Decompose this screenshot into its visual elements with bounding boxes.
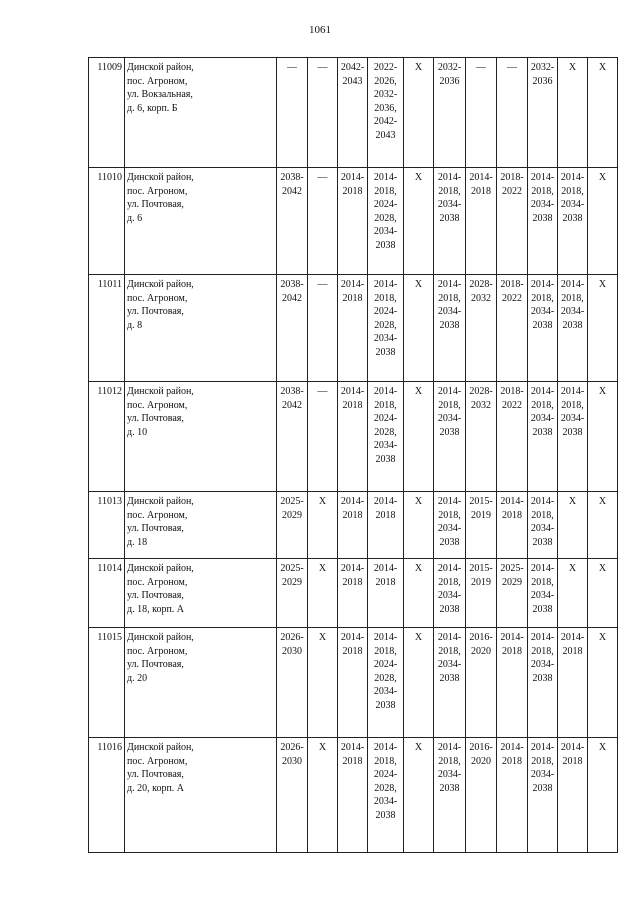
schedule-cell: 2014- 2018, 2034- 2038 (528, 628, 558, 738)
schedule-cell: 2018- 2022 (497, 168, 528, 275)
schedule-cell: Х (588, 168, 618, 275)
schedule-cell: 2014- 2018, 2034- 2038 (558, 168, 588, 275)
schedule-cell: Х (588, 628, 618, 738)
schedule-cell: 2014- 2018, 2034- 2038 (558, 382, 588, 492)
schedule-cell: 2038- 2042 (277, 382, 308, 492)
schedule-cell: 2014- 2018, 2024- 2028, 2034- 2038 (368, 628, 404, 738)
record-number-cell: 11014 (89, 559, 125, 628)
schedule-cell: 2014- 2018, 2034- 2038 (434, 559, 466, 628)
schedule-cell: 2014- 2018, 2034- 2038 (434, 738, 466, 853)
schedule-cell: 2018- 2022 (497, 382, 528, 492)
address-cell: Динской район, пос. Агроном, ул. Вокзальная, д. 6, корп. Б (125, 58, 277, 168)
schedule-cell: Х (308, 492, 338, 559)
schedule-cell: 2038- 2042 (277, 275, 308, 382)
schedule-cell: 2025- 2029 (277, 559, 308, 628)
record-number-cell: 11011 (89, 275, 125, 382)
schedule-cell: 2014- 2018 (338, 492, 368, 559)
schedule-cell: 2014- 2018, 2024- 2028, 2034- 2038 (368, 275, 404, 382)
capital-repair-schedule-table (88, 57, 618, 853)
schedule-cell: 2016- 2020 (466, 628, 497, 738)
schedule-cell: 2014- 2018 (338, 168, 368, 275)
schedule-cell: Х (588, 275, 618, 382)
schedule-cell: — (308, 58, 338, 168)
table-row (89, 168, 618, 275)
schedule-cell: 2015- 2019 (466, 492, 497, 559)
table-row (89, 628, 618, 738)
schedule-cell: 2014- 2018 (368, 492, 404, 559)
schedule-cell: 2018- 2022 (497, 275, 528, 382)
schedule-cell: Х (404, 738, 434, 853)
schedule-cell: 2032- 2036 (434, 58, 466, 168)
table-row (89, 559, 618, 628)
schedule-cell: 2014- 2018, 2034- 2038 (528, 275, 558, 382)
schedule-cell: — (308, 382, 338, 492)
schedule-cell: Х (404, 58, 434, 168)
schedule-cell: 2014- 2018, 2034- 2038 (434, 275, 466, 382)
schedule-cell: — (308, 275, 338, 382)
schedule-cell: 2014- 2018 (466, 168, 497, 275)
address-cell: Динской район, пос. Агроном, ул. Почтовая, д. 18 (125, 492, 277, 559)
schedule-cell: 2025- 2029 (497, 559, 528, 628)
schedule-cell: 2014- 2018, 2034- 2038 (528, 382, 558, 492)
record-number-cell: 11009 (89, 58, 125, 168)
schedule-cell: 2014- 2018, 2034- 2038 (528, 738, 558, 853)
schedule-cell: 2038- 2042 (277, 168, 308, 275)
schedule-cell: Х (588, 382, 618, 492)
schedule-cell: 2014- 2018 (497, 738, 528, 853)
schedule-cell: 2014- 2018, 2024- 2028, 2034- 2038 (368, 738, 404, 853)
table-row (89, 58, 618, 168)
schedule-cell: 2014- 2018, 2034- 2038 (434, 628, 466, 738)
schedule-cell: 2014- 2018, 2024- 2028, 2034- 2038 (368, 382, 404, 492)
schedule-cell: — (497, 58, 528, 168)
schedule-cell: 2014- 2018 (338, 382, 368, 492)
schedule-cell: Х (558, 492, 588, 559)
table-row (89, 382, 618, 492)
schedule-cell: 2014- 2018 (497, 492, 528, 559)
schedule-cell: Х (588, 492, 618, 559)
schedule-cell: 2014- 2018 (338, 559, 368, 628)
schedule-cell: 2014- 2018, 2034- 2038 (528, 559, 558, 628)
schedule-cell: 2014- 2018 (338, 628, 368, 738)
address-cell: Динской район, пос. Агроном, ул. Почтовая, д. 20, корп. А (125, 738, 277, 853)
schedule-cell: 2026- 2030 (277, 738, 308, 853)
schedule-cell: 2014- 2018, 2024- 2028, 2034- 2038 (368, 168, 404, 275)
schedule-cell: Х (404, 382, 434, 492)
schedule-cell: 2014- 2018, 2034- 2038 (434, 168, 466, 275)
schedule-cell: Х (404, 275, 434, 382)
schedule-cell: 2014- 2018 (338, 275, 368, 382)
schedule-cell: 2014- 2018 (368, 559, 404, 628)
schedule-cell: 2014- 2018 (338, 738, 368, 853)
schedule-cell: 2022- 2026, 2032- 2036, 2042- 2043 (368, 58, 404, 168)
schedule-cell: Х (404, 628, 434, 738)
table-row (89, 275, 618, 382)
schedule-cell: — (277, 58, 308, 168)
schedule-cell: 2028- 2032 (466, 275, 497, 382)
schedule-cell: Х (308, 628, 338, 738)
schedule-cell: 2025- 2029 (277, 492, 308, 559)
schedule-cell: 2032- 2036 (528, 58, 558, 168)
schedule-cell: 2014- 2018, 2034- 2038 (528, 168, 558, 275)
schedule-cell: 2014- 2018, 2034- 2038 (434, 382, 466, 492)
table-row (89, 738, 618, 853)
schedule-cell: Х (308, 559, 338, 628)
schedule-cell: Х (404, 492, 434, 559)
schedule-cell: 2016- 2020 (466, 738, 497, 853)
schedule-cell: 2014- 2018 (558, 738, 588, 853)
schedule-cell: 2014- 2018, 2034- 2038 (528, 492, 558, 559)
schedule-cell: 2028- 2032 (466, 382, 497, 492)
schedule-cell: Х (588, 58, 618, 168)
record-number-cell: 11016 (89, 738, 125, 853)
schedule-cell: Х (588, 559, 618, 628)
schedule-cell: 2026- 2030 (277, 628, 308, 738)
schedule-cell: 2015- 2019 (466, 559, 497, 628)
address-cell: Динской район, пос. Агроном, ул. Почтовая, д. 6 (125, 168, 277, 275)
record-number-cell: 11012 (89, 382, 125, 492)
schedule-cell: Х (404, 559, 434, 628)
schedule-cell: 2014- 2018 (558, 628, 588, 738)
schedule-cell: 2014- 2018, 2034- 2038 (434, 492, 466, 559)
page-number: 1061 (309, 24, 331, 36)
schedule-cell: — (308, 168, 338, 275)
schedule-cell: Х (404, 168, 434, 275)
address-cell: Динской район, пос. Агроном, ул. Почтовая, д. 10 (125, 382, 277, 492)
schedule-cell: Х (308, 738, 338, 853)
schedule-cell: Х (558, 58, 588, 168)
schedule-cell: Х (558, 559, 588, 628)
table-row (89, 492, 618, 559)
address-cell: Динской район, пос. Агроном, ул. Почтовая, д. 18, корп. А (125, 559, 277, 628)
record-number-cell: 11015 (89, 628, 125, 738)
record-number-cell: 11010 (89, 168, 125, 275)
address-cell: Динской район, пос. Агроном, ул. Почтовая, д. 8 (125, 275, 277, 382)
schedule-cell: 2014- 2018 (497, 628, 528, 738)
schedule-cell: Х (588, 738, 618, 853)
schedule-cell: 2042- 2043 (338, 58, 368, 168)
record-number-cell: 11013 (89, 492, 125, 559)
address-cell: Динской район, пос. Агроном, ул. Почтовая, д. 20 (125, 628, 277, 738)
schedule-cell: 2014- 2018, 2034- 2038 (558, 275, 588, 382)
schedule-cell: — (466, 58, 497, 168)
